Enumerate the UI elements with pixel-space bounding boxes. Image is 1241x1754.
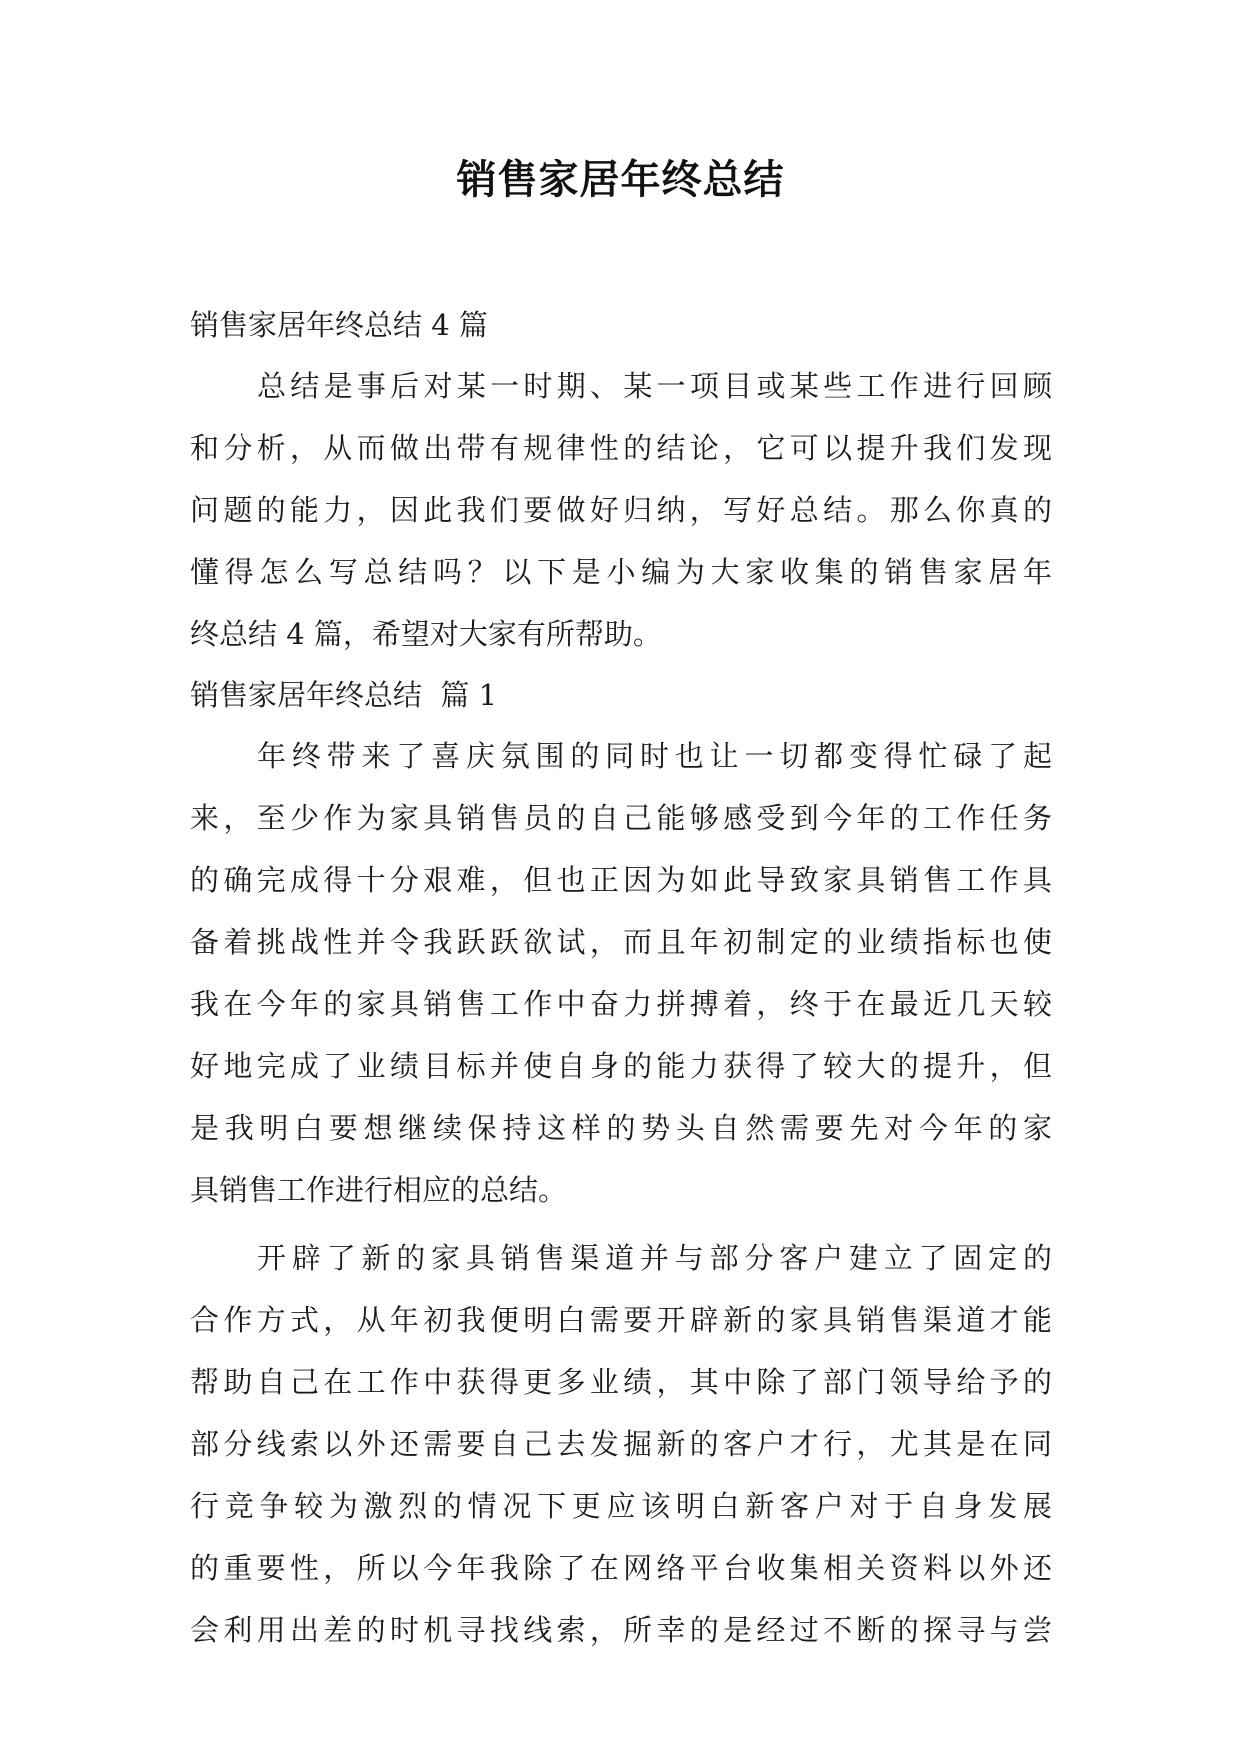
paragraph-line: 备着挑战性并令我跃跃欲试，而且年初制定的业绩指标也使 xyxy=(190,925,1052,959)
intro-line: 终总结 4 篇，希望对大家有所帮助。 xyxy=(190,617,662,651)
intro-paragraph xyxy=(190,355,1052,665)
document-body xyxy=(190,295,1052,1661)
paragraph-line: 部分线索以外还需要自己去发掘新的客户才行，尤其是在同 xyxy=(190,1427,1052,1461)
intro-line: 和分析，从而做出带有规律性的结论，它可以提升我们发现 xyxy=(190,431,1052,465)
intro-line: 问题的能力，因此我们要做好归纳，写好总结。那么你真的 xyxy=(190,493,1052,527)
paragraph-line: 行竞争较为激烈的情况下更应该明白新客户对于自身发展 xyxy=(190,1489,1052,1523)
paragraph-line: 会利用出差的时机寻找线索，所幸的是经过不断的探寻与尝 xyxy=(190,1613,1052,1647)
paragraph-line: 好地完成了业绩目标并使自身的能力获得了较大的提升，但 xyxy=(190,1049,1052,1083)
body-paragraph-1 xyxy=(190,725,1052,1221)
document-title: 销售家居年终总结 xyxy=(456,157,785,203)
paragraph-line: 的重要性，所以今年我除了在网络平台收集相关资料以外还 xyxy=(190,1551,1052,1585)
intro-line: 懂得怎么写总结吗？以下是小编为大家收集的销售家居年 xyxy=(190,555,1052,589)
paragraph-line: 具销售工作进行相应的总结。 xyxy=(190,1173,568,1207)
body-paragraph-2 xyxy=(190,1227,1052,1661)
paragraph-line: 是我明白要想继续保持这样的势头自然需要先对今年的家 xyxy=(190,1111,1052,1145)
paragraph-line: 合作方式，从年初我便明白需要开辟新的家具销售渠道才能 xyxy=(190,1303,1052,1337)
section-heading: 销售家居年终总结 篇 1 xyxy=(190,678,498,712)
intro-line: 总结是事后对某一时期、某一项目或某些工作进行回顾 xyxy=(257,369,1052,403)
paragraph-line: 帮助自己在工作中获得更多业绩，其中除了部门领导给予的 xyxy=(190,1365,1052,1399)
document-subtitle: 销售家居年终总结 4 篇 xyxy=(190,308,488,342)
paragraph-line: 来，至少作为家具销售员的自己能够感受到今年的工作任务 xyxy=(190,801,1052,835)
paragraph-line: 年终带来了喜庆氛围的同时也让一切都变得忙碌了起 xyxy=(257,739,1052,773)
paragraph-line: 开辟了新的家具销售渠道并与部分客户建立了固定的 xyxy=(257,1241,1052,1275)
paragraph-line: 的确完成得十分艰难，但也正因为如此导致家具销售工作具 xyxy=(190,863,1052,897)
paragraph-line: 我在今年的家具销售工作中奋力拼搏着，终于在最近几天较 xyxy=(190,987,1052,1021)
